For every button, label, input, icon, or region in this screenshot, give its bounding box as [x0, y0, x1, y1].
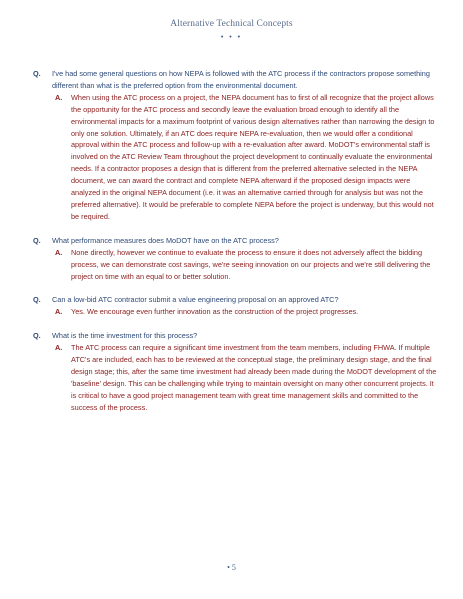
- answer: [33, 247, 445, 283]
- question: [33, 330, 445, 342]
- page-header-title: Alternative Technical Concepts: [170, 19, 293, 29]
- question-text: What performance measures does MoDOT have on the ATC process?: [52, 235, 279, 245]
- question-marker: Q.: [33, 69, 41, 78]
- answer-text: Yes. We encourage even further innovation as the construction of the project progresses.: [71, 307, 359, 317]
- answer: [33, 92, 445, 223]
- qa-item: [33, 330, 445, 413]
- question-text: What is the time investment for this process?: [52, 331, 198, 341]
- question-marker: Q.: [33, 235, 41, 245]
- qa-item: [33, 294, 445, 318]
- question: [33, 294, 445, 306]
- qa-item: [33, 235, 445, 283]
- question: [33, 68, 445, 92]
- answer-marker: A.: [55, 247, 63, 257]
- page-number: • 5: [227, 563, 236, 572]
- answer-marker: A.: [55, 92, 63, 102]
- question: [33, 235, 445, 247]
- question-marker: Q.: [33, 295, 41, 305]
- answer: [33, 342, 445, 413]
- question-text: Can a low-bid ATC contractor submit a value engineering proposal on an approved ATC?: [52, 295, 339, 305]
- answer-marker: A.: [55, 307, 63, 317]
- answer-text: None directly, however we continue to evaluate the process to ensure it does not adversely affect the bidding process, we can demonstrate cost savings, we're seeing innovation on our projects and we're still delivering the project on time with an equal to or better solution.: [71, 247, 431, 281]
- question-text: I've had some general questions on how NEPA is followed with the ATC process if the contractors propose something different than what is the preferred option from the environmental document.: [52, 69, 430, 90]
- qa-item: [33, 68, 445, 223]
- answer-text: The ATC process can require a significant time investment from the team members, including FHWA. If multiple ATC's are included, each has to be reviewed at the conceptual stage, the preliminary design stage, and the final design stage; this, after the same time investment had already been made during the MoDOT development of the 'baseline' design. This can be challenging while trying to maintain oversight on many other concurrent projects. It is critical to have a good project management team with great time management skills and committed to the success of the process.: [71, 343, 437, 412]
- header-ornament: • • •: [220, 34, 243, 41]
- question-marker: Q.: [33, 331, 41, 341]
- answer-marker: A.: [55, 343, 63, 353]
- qa-content: [33, 68, 445, 426]
- answer-text: When using the ATC process on a project, the NEPA document has to first of all recognize that the project allows the opportunity for the ATC process and secondly leave the evaluation broad enough to identify all the environmental impacts for a maximum footprint of various design alternatives rather than narrowing the design to only one solution. Ultimately, if an ATC does require NEPA re-evaluation, then we would offer a conditional approval within the ATC process and follow-up with a re-evaluation after award. MoDOT's environmental staff is involved on the ATC Review Team throughout the project development to continually evaluate the environmental needs. If a contractor proposes a design that is different from the preferred alternative selected in the NEPA document, we can award the contract and complete NEPA afterward if the proposed design impacts were analyzed in the original NEPA document (i.e. it was an alternative carried through for analysis but was not the preferred alternative). It would be preferable to complete NEPA before the project is underway, but this would not be required.: [71, 92, 435, 221]
- answer: [33, 306, 445, 318]
